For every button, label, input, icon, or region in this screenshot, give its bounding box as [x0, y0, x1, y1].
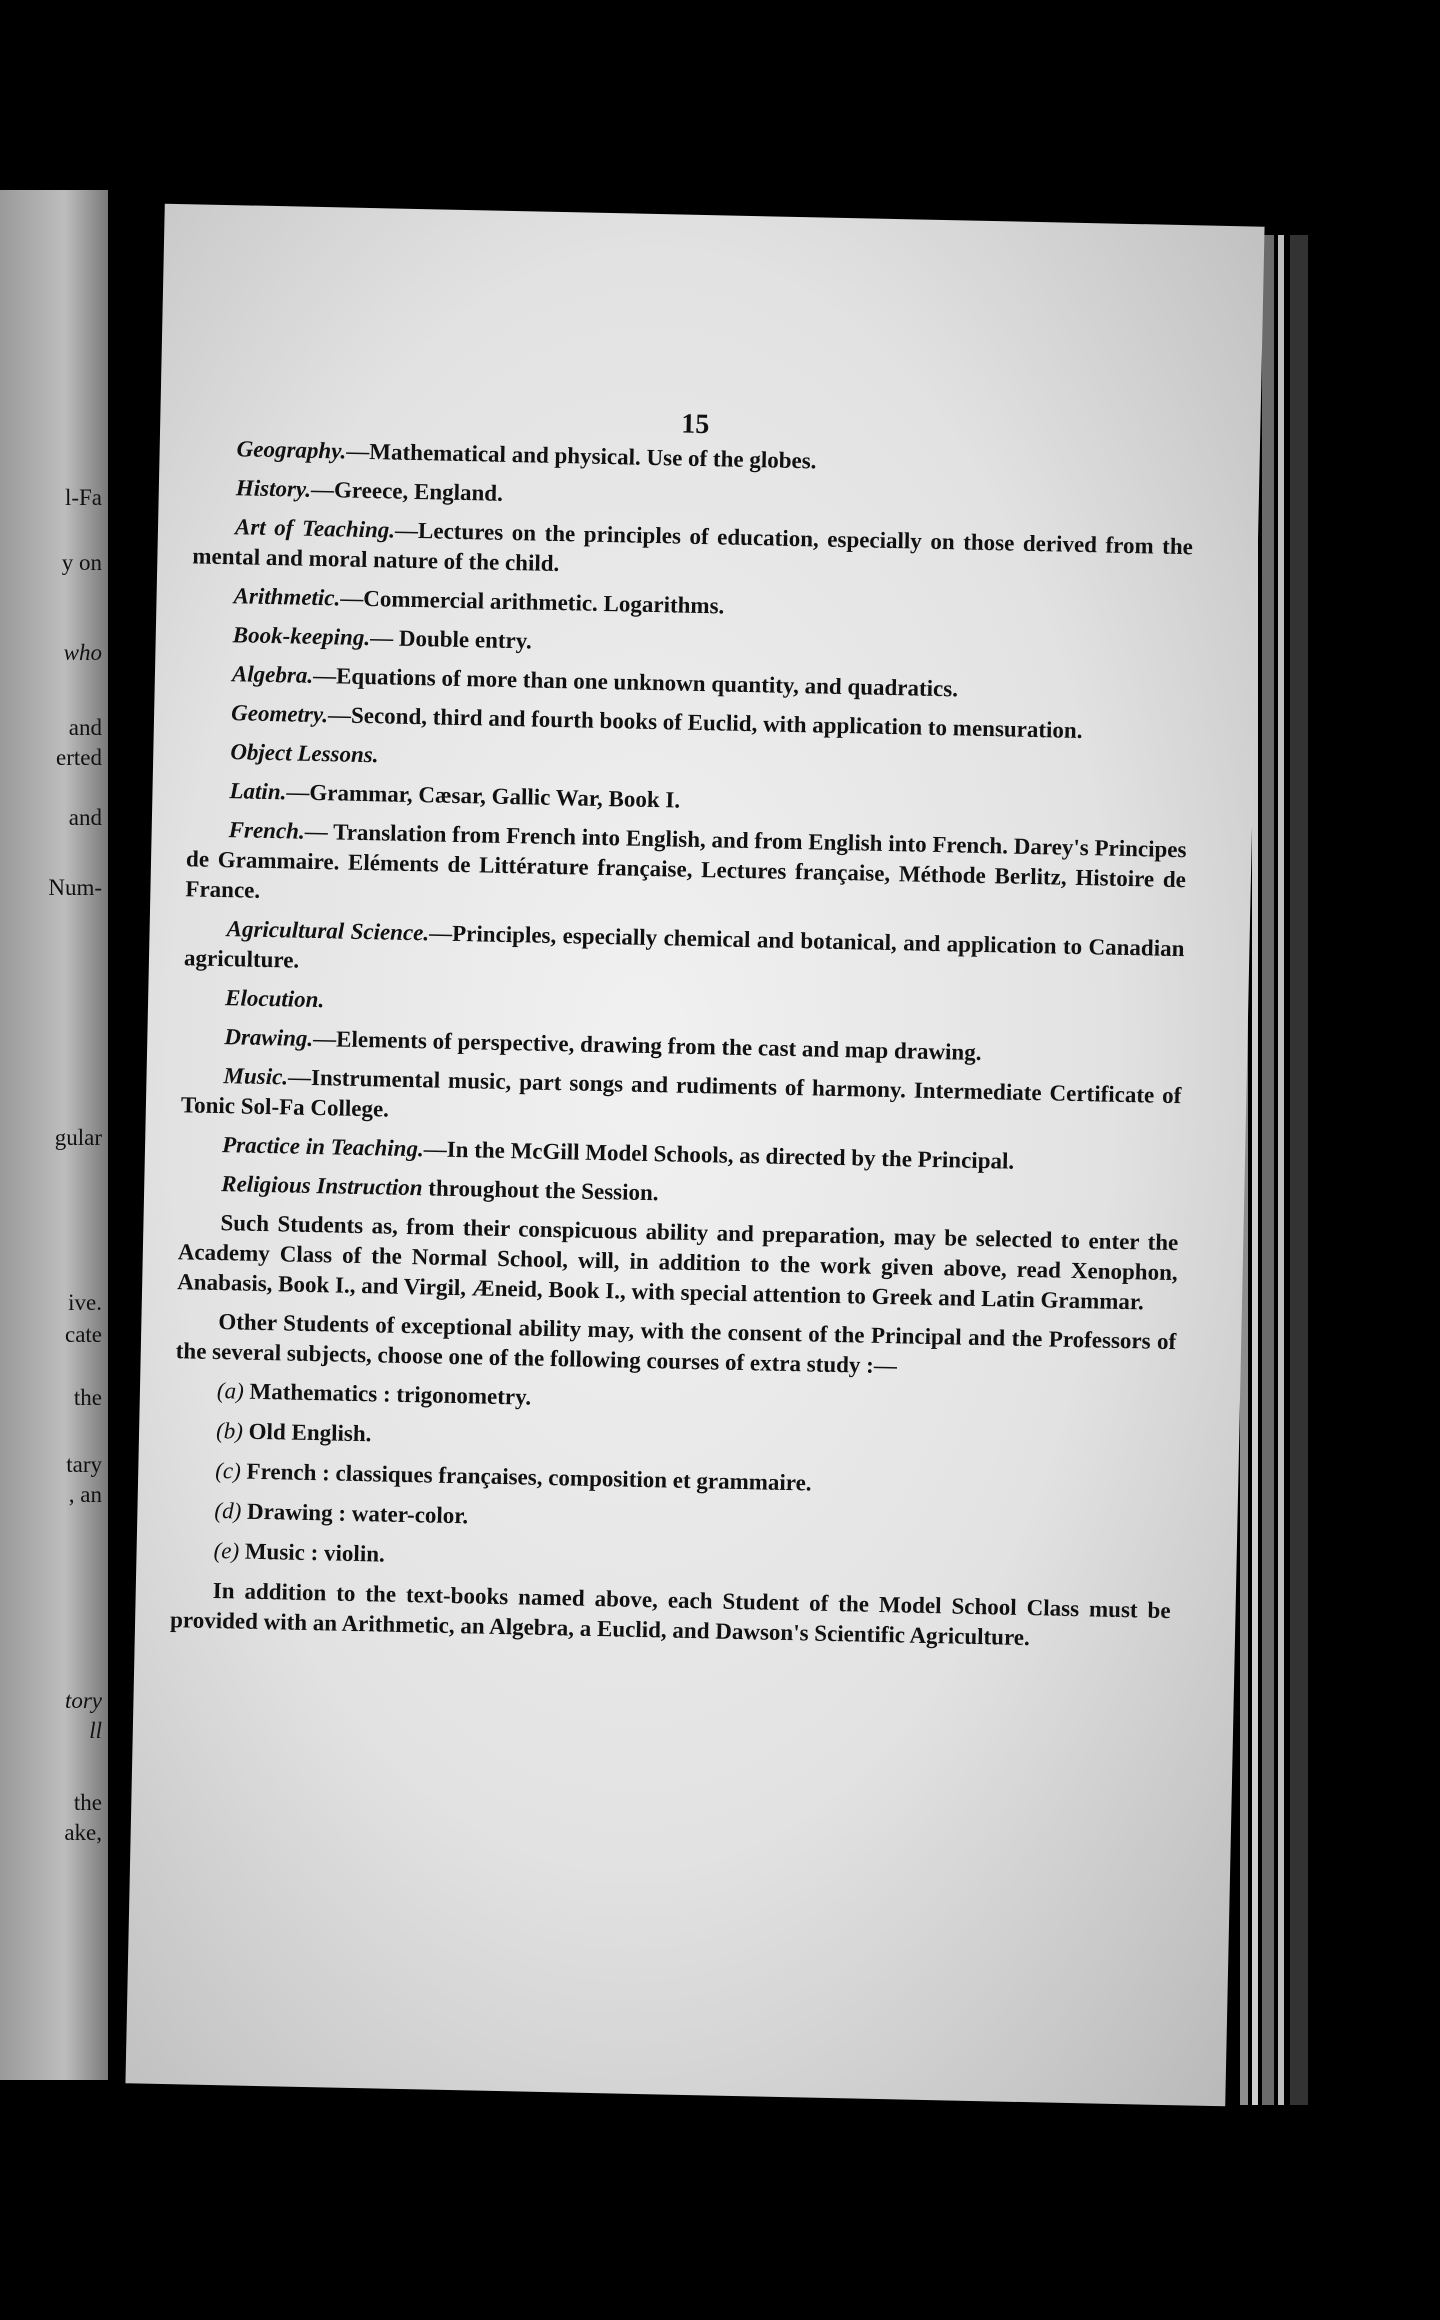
- course-text: French : classiques françaises, composition et grammaire.: [246, 1458, 812, 1496]
- subject-label: Geometry.: [230, 700, 329, 728]
- final-paragraph: In addition to the text-books named above, each Student of the Model School Class must be provided with an Arithmetic, an Algebra, a Euclid, and Dawson's Scientific Agriculture.: [169, 1577, 1171, 1651]
- subject-text: —Lectures on the principles of education, especially on those derived from the mental and moral nature of the child.: [192, 517, 1194, 577]
- page-edge: [1262, 235, 1274, 2105]
- subject-text: —Greece, England.: [310, 476, 504, 506]
- subject-entry: [184, 913, 1185, 994]
- subject-text: —Elements of perspective, drawing from the cast and map drawing.: [312, 1025, 982, 1065]
- left-fragment: l-Fa: [64, 485, 102, 510]
- subject-text: —Equations of more than one unknown quantity, and quadratics.: [312, 662, 959, 702]
- subject-label: Elocution.: [224, 985, 325, 1013]
- course-marker: (a): [216, 1378, 245, 1404]
- left-fragment: ll: [89, 1718, 102, 1743]
- subject-text: — Translation from French into English, and from English into French. Darey's Principes de Grammaire. Eléments de Littérature française, Lectures française, Méthode Berlitz, Histoire de France.: [185, 818, 1187, 903]
- subject-label: Music.: [223, 1063, 289, 1090]
- subject-entry: [185, 814, 1187, 925]
- subject-label: Book-keeping.: [232, 622, 371, 651]
- subject-entry: [181, 1060, 1182, 1141]
- subject-label: French.: [228, 817, 306, 844]
- course-marker: (b): [215, 1418, 244, 1444]
- subject-label: Drawing.: [224, 1024, 314, 1051]
- course-text: Old English.: [248, 1418, 372, 1447]
- left-fragment: y on: [61, 550, 102, 575]
- subject-label: Arithmetic.: [233, 583, 341, 611]
- book-page: [125, 204, 1264, 2107]
- subject-label: Art of Teaching.: [234, 514, 396, 543]
- left-fragment: the: [73, 1385, 102, 1410]
- left-fragment: gular: [54, 1125, 102, 1150]
- left-fragment: and: [68, 715, 102, 740]
- subject-text: throughout the Session.: [422, 1175, 659, 1206]
- page-number: 15: [680, 408, 710, 441]
- subject-text: —Principles, especially chemical and botanical, and application to Canadian agriculture.: [183, 920, 1185, 973]
- subject-label: History.: [235, 475, 312, 502]
- subject-label: Agricultural Science.: [226, 916, 430, 946]
- subject-text: —Grammar, Cæsar, Gallic War, Book I.: [286, 779, 681, 813]
- left-fragment: tory: [64, 1688, 102, 1713]
- subject-text: —In the McGill Model Schools, as directed by the Principal.: [423, 1136, 1015, 1174]
- extra-study-paragraph: Other Students of exceptional ability may, with the consent of the Principal and the Professors of the several subjects, choose one of the following courses of extra study :—: [175, 1309, 1177, 1379]
- subject-text: —Commercial arithmetic. Logarithms.: [340, 585, 725, 619]
- left-fragment: erted: [56, 745, 102, 770]
- left-fragment: and: [68, 805, 102, 830]
- left-fragment: ake,: [64, 1820, 102, 1845]
- subject-label: Object Lessons.: [230, 739, 379, 768]
- left-fragment: , an: [68, 1482, 102, 1507]
- left-fragment: cate: [64, 1322, 102, 1347]
- subject-label: Religious Instruction: [221, 1171, 423, 1201]
- subject-text: —Instrumental music, part songs and rudiments of harmony. Intermediate Certificate of Tonic Sol-Fa College.: [180, 1064, 1182, 1122]
- course-list: [171, 1375, 1175, 1586]
- subject-text: —Second, third and fourth books of Euclid, with application to mensuration.: [327, 702, 1083, 744]
- course-text: Mathematics : trigonometry.: [249, 1378, 532, 1410]
- subject-list: [179, 433, 1195, 1219]
- left-fragment: the: [73, 1790, 102, 1815]
- left-fragment: ive.: [68, 1290, 102, 1315]
- subject-label: Algebra.: [231, 661, 314, 688]
- left-fragment: Num-: [48, 875, 102, 900]
- subject-text: — Double entry.: [369, 625, 532, 654]
- subject-entry: [192, 511, 1193, 592]
- course-text: Drawing : water-color.: [246, 1498, 469, 1529]
- course-marker: (c): [215, 1458, 242, 1484]
- subject-text: —Mathematical and physical. Use of the globes.: [346, 438, 817, 474]
- left-fragment: who: [63, 640, 102, 665]
- left-page-edge: [0, 190, 108, 2080]
- subject-label: Latin.: [229, 778, 287, 805]
- page-edge: [1290, 235, 1308, 2105]
- course-marker: (d): [214, 1498, 242, 1524]
- page-edge: [1278, 235, 1284, 2105]
- left-fragment: tary: [66, 1452, 102, 1477]
- course-marker: (e): [213, 1538, 240, 1564]
- page-content: [170, 399, 1196, 1665]
- subject-label: Practice in Teaching.: [221, 1132, 425, 1162]
- course-text: Music : violin.: [244, 1538, 386, 1567]
- subject-label: Geography.: [236, 436, 347, 464]
- academy-paragraph: Such Students as, from their conspicuous ability and preparation, may be selected to enter the Academy Class of the Normal School, will, in addition to the work given above, read Xenophon, Anabasis, Book I., and Virgil, Æneid, Book I., with special attention to Greek and Latin Grammar.: [176, 1210, 1179, 1315]
